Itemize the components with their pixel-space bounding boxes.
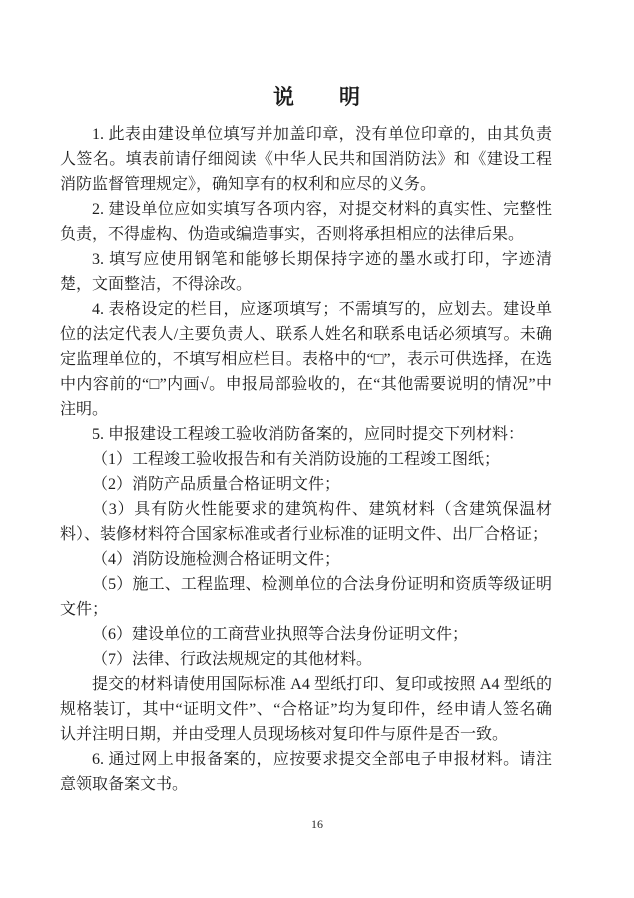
list-item-5: （5）施工、工程监理、检测单位的合法身份证明和资质等级证明文件； [60,576,552,618]
paragraph-2: 2. 建设单位应如实填写各项内容，对提交材料的真实性、完整性负责，不得虚构、伪造或编造事实，否则将承担相应的法律后果。 [60,201,552,243]
paragraph-a4-note: 提交的材料请使用国际标准 A4 型纸打印、复印或按照 A4 型纸的规格装订，其中“证明文件”、“合格证”均为复印件，经申请人签名确认并注明日期，并由受理人员现场核对复印件与原件是否一致。 [60,676,552,743]
list-item-2: （2）消防产品质量合格证明文件； [92,476,341,493]
list-item-4: （4）消防设施检测合格证明文件； [92,551,341,568]
list-item-7: （7）法律、行政法规规定的其他材料。 [92,651,373,668]
list-item-1: （1）工程竣工验收报告和有关消防设施的工程竣工图纸； [92,451,501,468]
list-item-3: （3）具有防火性能要求的建筑构件、建筑材料（含建筑保温材料）、装修材料符合国家标准或者行业标准的证明文件、出厂合格证； [60,501,552,543]
paragraph-1: 1. 此表由建设单位填写并加盖印章，没有单位印章的，由其负责人签名。填表前请仔细阅读《中华人民共和国消防法》和《建设工程消防监督管理规定》，确知享有的权利和应尽的义务。 [60,126,552,193]
page-number: 16 [311,817,323,831]
paragraph-4: 4. 表格设定的栏目，应逐项填写；不需填写的，应划去。建设单位的法定代表人/主要负责人、联系人姓名和联系电话必须填写。未确定监理单位的，不填写相应栏目。表格中的“□”，表示可供选择，在选中内容前的“□”内画√。申报局部验收的，在“其他需要说明的情况”中注明。 [60,301,552,418]
paragraph-5: 5. 申报建设工程竣工验收消防备案的，应同时提交下列材料： [92,426,525,443]
paragraph-6: 6. 通过网上申报备案的，应按要求提交全部电子申报材料。请注意领取备案文书。 [60,751,552,793]
list-item-6: （6）建设单位的工商营业执照等合法身份证明文件； [92,626,469,643]
paragraph-3: 3. 填写应使用钢笔和能够长期保持字迹的墨水或打印，字迹清楚，文面整洁，不得涂改。 [60,251,552,293]
page-title: 说 明 [273,85,361,109]
document-body [60,122,552,797]
